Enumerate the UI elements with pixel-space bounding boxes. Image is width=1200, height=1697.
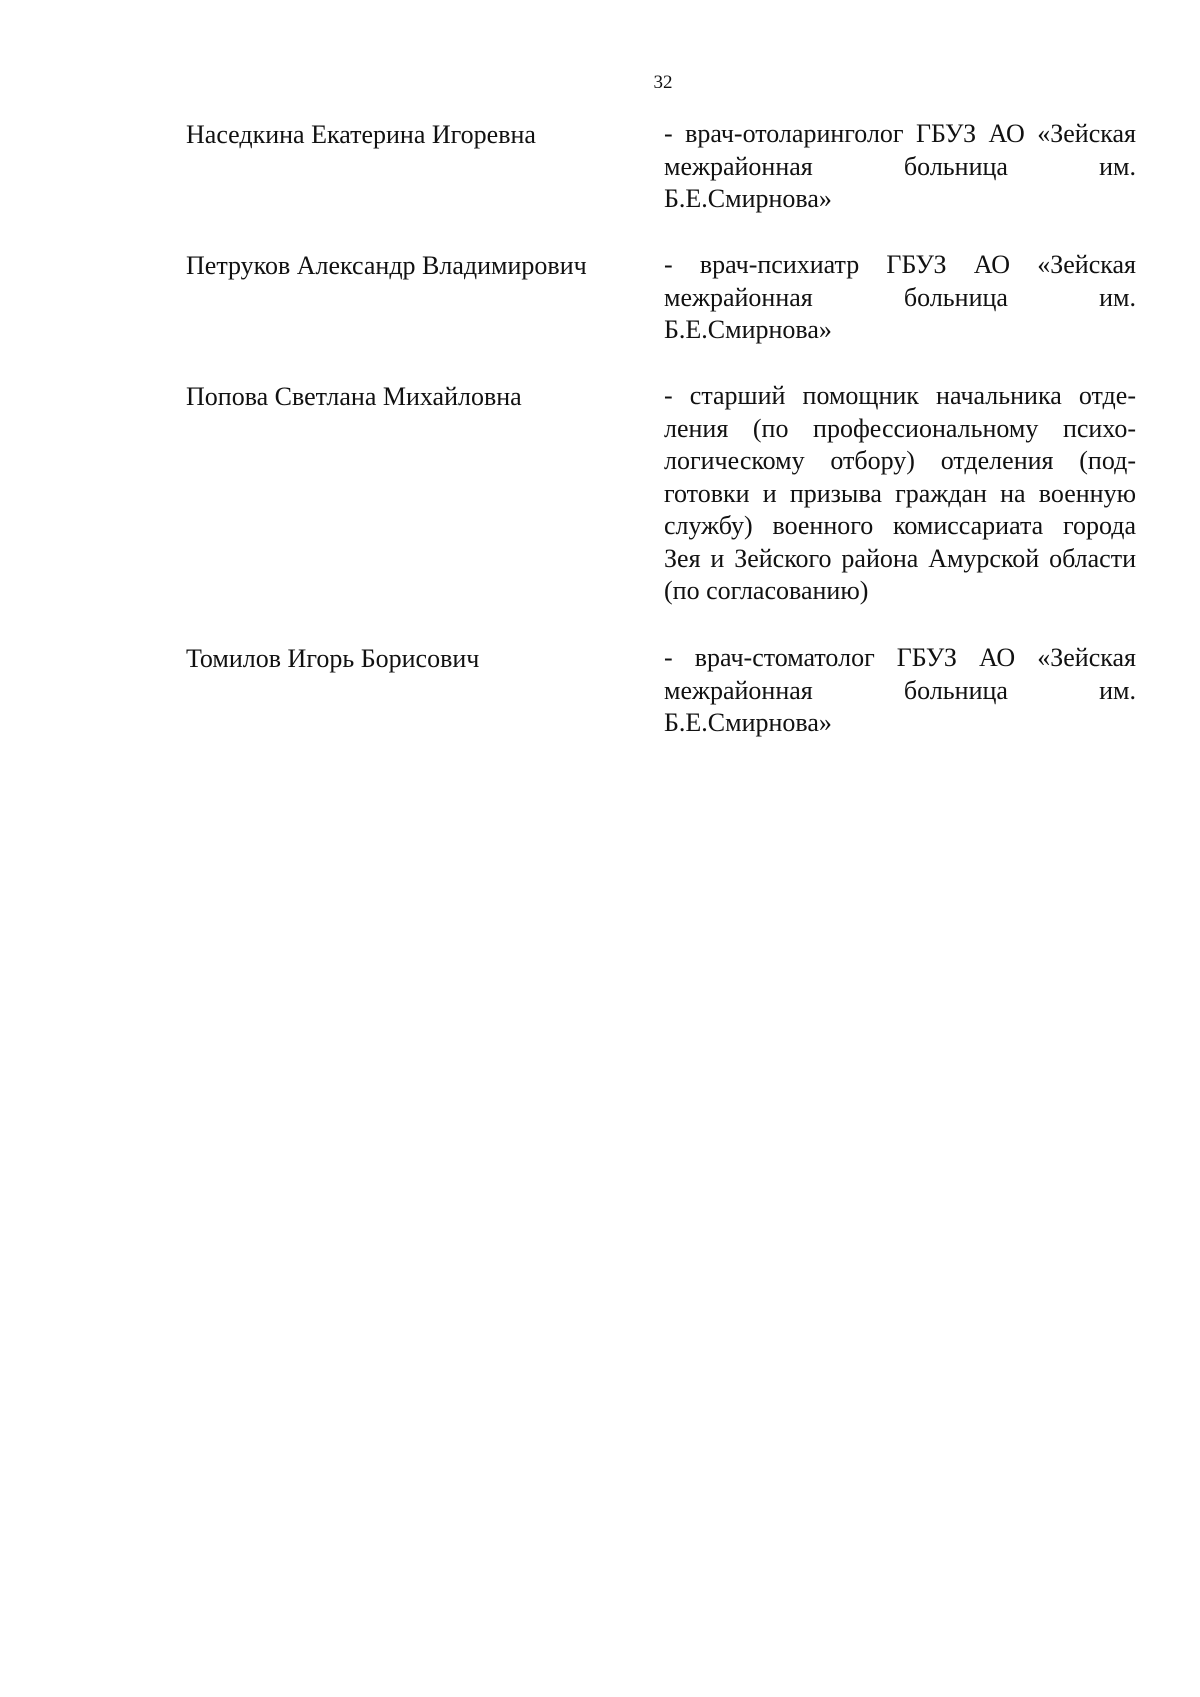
commission-members-list	[186, 118, 1136, 742]
member-name: Томилов Игорь Борисович	[186, 644, 480, 673]
member-name: Попова Светлана Михайловна	[186, 382, 522, 411]
member-entry	[186, 642, 1136, 742]
member-position: - врач-стоматолог ГБУЗ АО «Зейская межрайонная больница им. Б.Е.Смирнова»	[664, 643, 1136, 737]
page-number-text: 32	[653, 72, 673, 93]
member-position: - врач-психиатр ГБУЗ АО «Зейская межрайонная больница им. Б.Е.Смирнова»	[664, 250, 1136, 344]
member-position: - старший помощник начальника отделения (по профессиональному психологическому отбору) отделения (подготовки и призыва граждан на военную службу) военного комиссариата города Зея и Зейского района Амурской области (по согласованию)	[664, 381, 1136, 605]
member-name: Петруков Александр Владимирович	[186, 251, 587, 280]
member-position: - врач-отоларинголог ГБУЗ АО «Зейская межрайонная больница им. Б.Е.Смирнова»	[664, 119, 1136, 213]
member-name: Наседкина Екатерина Игоревна	[186, 120, 536, 149]
member-entry	[186, 380, 1136, 642]
member-entry	[186, 118, 1136, 249]
member-entry	[186, 249, 1136, 380]
page-number	[0, 72, 1200, 94]
